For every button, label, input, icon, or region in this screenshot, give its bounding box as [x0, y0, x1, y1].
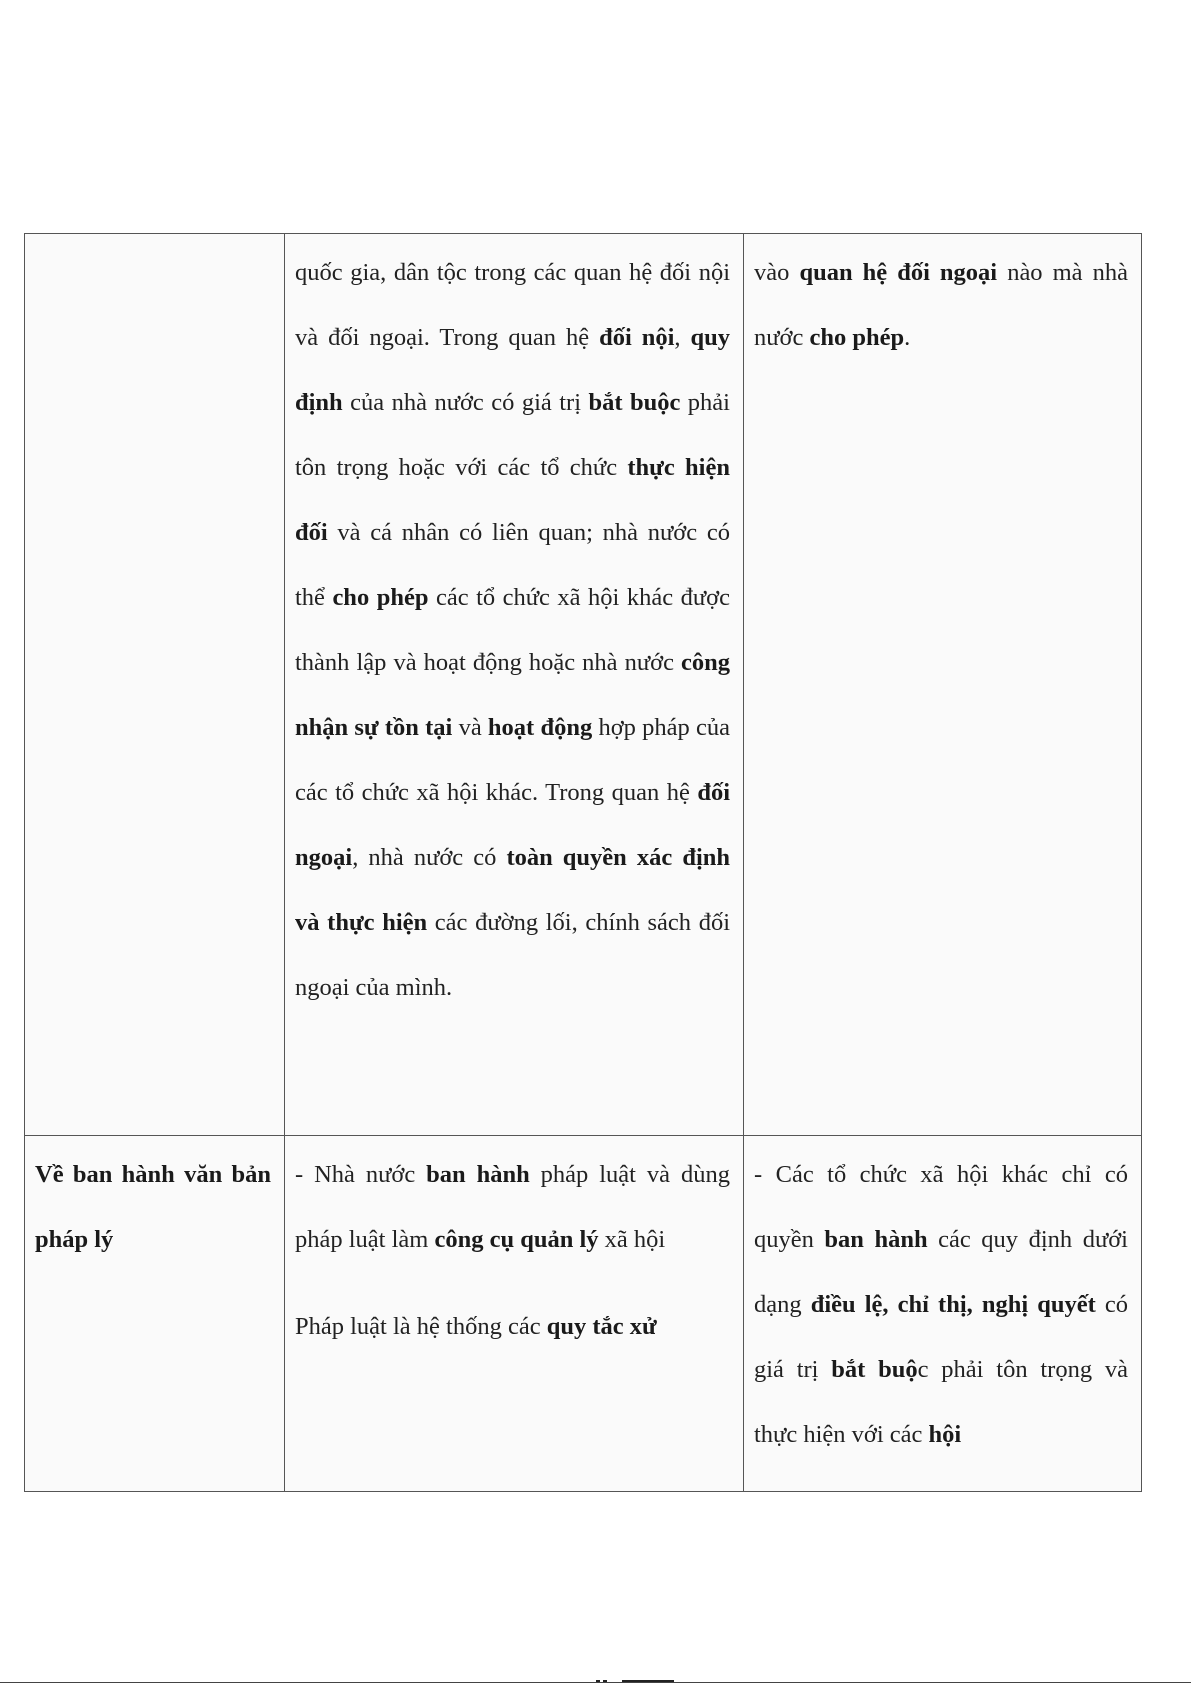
text-run: có giá trị [754, 1291, 1128, 1383]
text-run: . [904, 324, 911, 351]
cell-paragraph [35, 1142, 271, 1272]
text-run: , [674, 324, 691, 351]
bold-text: hoạt động [487, 714, 593, 741]
state-cell [285, 1136, 744, 1492]
cell-paragraph [295, 1294, 730, 1359]
bold-text: cho phép [809, 324, 905, 351]
bold-text: hội [928, 1421, 962, 1448]
text-run: các đường lối, chính sách đối ngoại của mình. [295, 909, 731, 1001]
state-cell [285, 234, 744, 1136]
cell-paragraph [754, 240, 1128, 370]
bold-text: đối nội [599, 324, 675, 351]
text-run: xã hội [598, 1226, 666, 1253]
other-organization-cell [744, 234, 1142, 1136]
text-run: và [452, 714, 488, 741]
bold-text: quan hệ đối ngoại [799, 259, 998, 286]
text-run: - Nhà nước [295, 1161, 427, 1188]
bold-text: quy tắc xử [546, 1313, 657, 1340]
bold-text: Về ban hành văn bản pháp lý [35, 1161, 271, 1253]
text-run: và cá nhân có liên quan; nhà nước có thể [295, 519, 730, 611]
bold-text: công cụ quản lý [434, 1226, 599, 1253]
cell-paragraph [295, 1142, 730, 1272]
text-run: hợp pháp của các tổ chức xã hội khác. Trong quan hệ [295, 714, 730, 806]
bold-text: bắt buộ [831, 1356, 918, 1383]
other-organization-cell [744, 1136, 1142, 1492]
footer-mark [603, 1680, 607, 1682]
table-row [25, 1136, 1142, 1492]
text-run: , nhà nước có [352, 844, 507, 871]
comparison-table [24, 233, 1142, 1492]
text-run: quốc gia, dân tộc trong các quan hệ đối nội và đối ngoại. Trong quan hệ [295, 259, 730, 351]
bold-text: ban hành [824, 1226, 928, 1253]
bold-text: đối ngoại [295, 779, 730, 871]
text-run: c phải tôn trọng và thực hiện với các [754, 1356, 1128, 1448]
bold-text: công nhận sự tồn tại [295, 649, 730, 741]
text-run: vào [754, 259, 800, 286]
bold-text: bắt buộc [588, 389, 681, 416]
criterion-cell [25, 1136, 285, 1492]
cell-paragraph [295, 240, 730, 1020]
bold-text: thực hiện đối [295, 454, 730, 546]
bold-text: ban hành [426, 1161, 530, 1188]
text-run: - Các tổ chức xã hội khác chỉ có quyền [754, 1161, 1128, 1253]
text-run: nào mà nhà nước [754, 259, 1128, 351]
cell-paragraph [754, 1142, 1128, 1467]
text-run: Pháp luật là hệ thống các [295, 1313, 547, 1340]
text-run: của nhà nước có giá trị [342, 389, 589, 416]
bold-text: quy định [295, 324, 730, 416]
page-bottom-rule [0, 1682, 1191, 1683]
text-run: các tổ chức xã hội khác được thành lập và hoạt động hoặc nhà nước [295, 584, 730, 676]
text-run: các quy định dưới dạng [754, 1226, 1128, 1318]
criterion-cell [25, 234, 285, 1136]
bold-text: cho phép [332, 584, 429, 611]
bold-text: toàn quyền xác định và thực hiện [295, 844, 730, 936]
footer-mark [622, 1680, 674, 1682]
bold-text: điều lệ, chỉ thị, nghị quyết [810, 1291, 1096, 1318]
text-run: phải tôn trọng hoặc với các tổ chức [295, 389, 730, 481]
table-row [25, 234, 1142, 1136]
footer-mark [596, 1680, 600, 1682]
text-run: pháp luật và dùng pháp luật làm [295, 1161, 730, 1253]
